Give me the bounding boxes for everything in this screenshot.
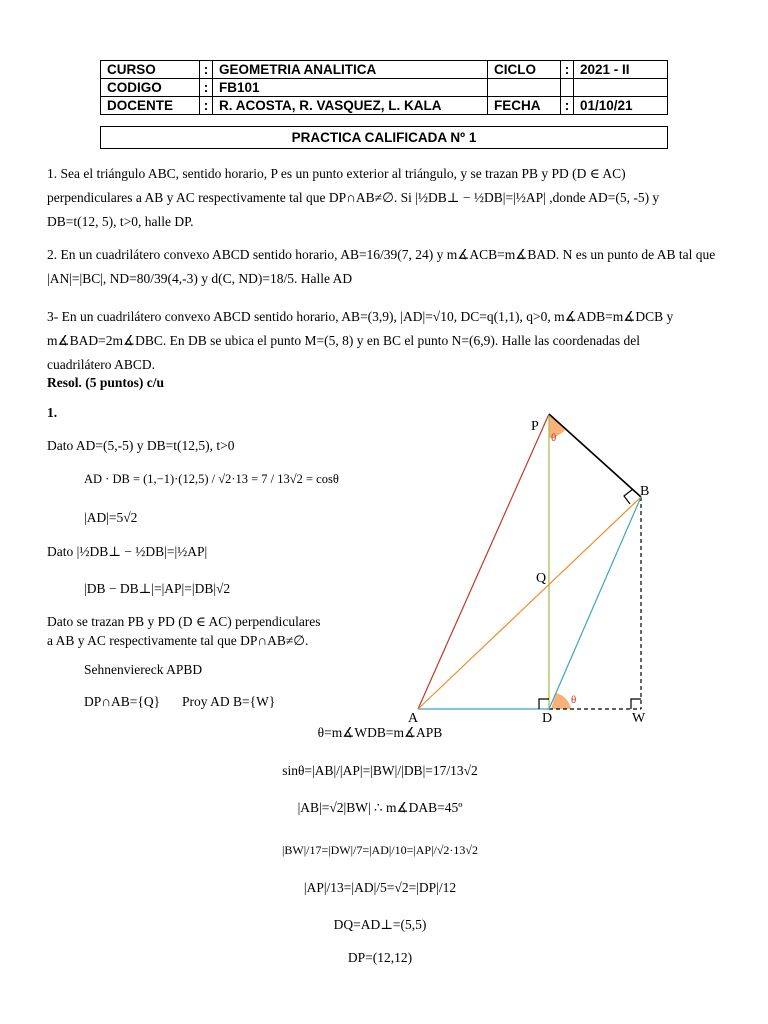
equation-2: |DB − DB⊥|=|AP|=|DB|√2: [84, 581, 231, 596]
problem-1-line-1: 1. Sea el triángulo ABC, sentido horario, P es un punto exterior al triángulo, y se trazan PB y PD (D ∈ AC): [47, 166, 626, 181]
ciclo-label: CICLO: [488, 61, 561, 79]
curso-label: CURSO: [101, 61, 200, 79]
label-w: W: [632, 711, 646, 726]
fecha-value: 01/10/21: [574, 97, 668, 115]
exam-title: PRACTICA CALIFICADA Nº 1: [100, 126, 668, 149]
resolution-heading: Resol. (5 puntos) c/u: [47, 375, 165, 390]
colon: :: [200, 61, 213, 79]
curso-value: GEOMETRIA ANALITICA: [213, 61, 488, 79]
label-theta-d: θ: [571, 694, 577, 706]
colon: :: [561, 61, 574, 79]
segment-ap: [418, 414, 549, 709]
label-q: Q: [536, 571, 547, 586]
dp-vector: DP=(12,12): [347, 950, 413, 965]
dato-3-line-2: a AB y AC respectivamente tal que DP∩AB≠∅.: [47, 633, 309, 648]
segment-db: [549, 497, 641, 709]
problem-2-line-1: 2. En un cuadrilátero convexo ABCD sentido horario, AB=16/39(7, 24) y m∡ACB=m∡BAD. N es un punto de AB tal que: [47, 247, 716, 262]
codigo-label: CODIGO: [101, 79, 200, 97]
problem-2-line-2: |AN|=|BC|, ND=80/39(4,-3) y d(C, ND)=18/5. Halle AD: [47, 271, 353, 286]
problem-3-line-2: m∡BAD=2m∡DBC. En DB se ubica el punto M=(5, 8) y en BC el punto N=(6,9). Halle las coordenadas del: [47, 333, 640, 348]
segment-ab: [418, 497, 641, 709]
right-angle-d: [539, 699, 549, 709]
sehnenviereck: Sehnenviereck APBD: [84, 662, 203, 677]
right-angle-b: [624, 489, 633, 504]
projection-w: Proy AD B={W}: [182, 694, 276, 709]
solution-number: 1.: [47, 405, 58, 420]
colon: :: [200, 97, 213, 115]
dq-vector: DQ=AD⊥=(5,5): [333, 917, 427, 932]
problem-3-line-3: cuadrilátero ABCD.: [47, 357, 155, 372]
right-angle-w: [631, 699, 641, 709]
colon: :: [200, 79, 213, 97]
problem-3-line-1: 3- En un cuadrilátero convexo ABCD sentido horario, AB=(3,9), |AD|=√10, DC=q(1,1), q>0, m∡ADB=m∡DCB y: [47, 309, 674, 324]
ciclo-value: 2021 - II: [574, 61, 668, 79]
ab-norm-angle: |AB|=√2|BW| ∴ m∡DAB=45º: [297, 800, 463, 815]
norm-ad: |AD|=5√2: [84, 510, 138, 525]
intersection-q: DP∩AB={Q}: [84, 694, 161, 709]
ratio-1: |BW|/17=|DW|/7=|AD|/10=|AP|/√2·13√2: [281, 843, 479, 857]
ratio-2: |AP|/13=|AD|/5=√2=|DP|/12: [303, 880, 457, 895]
colon: :: [561, 97, 574, 115]
docente-value: R. ACOSTA, R. VASQUEZ, L. KALA: [213, 97, 488, 115]
problem-1-line-2: perpendiculares a AB y AC respectivamente tal que DP∩AB≠∅. Si |½DB⊥ − ½DB|=|½AP| ,donde AD=(5, -5) y: [47, 190, 660, 205]
dato-3-line-1: Dato se trazan PB y PD (D ∈ AC) perpendiculares: [47, 614, 321, 629]
label-theta-p: θ: [551, 432, 557, 444]
label-d: D: [542, 711, 553, 726]
dato-1: Dato AD=(5,-5) y DB=t(12,5), t>0: [47, 438, 235, 453]
dato-2: Dato |½DB⊥ − ½DB|=|½AP|: [47, 544, 208, 559]
label-b: B: [640, 484, 650, 499]
theta-definition: θ=m∡WDB=m∡APB: [317, 725, 443, 740]
sin-theta: sinθ=|AB|/|AP|=|BW|/|DB|=17/13√2: [282, 763, 478, 778]
docente-label: DOCENTE: [101, 97, 200, 115]
label-a: A: [408, 711, 419, 726]
problem-1-line-3: DB=t(12, 5), t>0, halle DP.: [47, 214, 194, 229]
codigo-value: FB101: [213, 79, 488, 97]
angle-d-fill: [551, 693, 571, 709]
segment-pb: [549, 414, 641, 497]
fecha-label: FECHA: [488, 97, 561, 115]
label-p: P: [531, 419, 539, 434]
dot-product-cos: AD · DB = (1,−1)·(12,5) / √2·13 = 7 / 13√2 = cosθ: [84, 472, 339, 486]
